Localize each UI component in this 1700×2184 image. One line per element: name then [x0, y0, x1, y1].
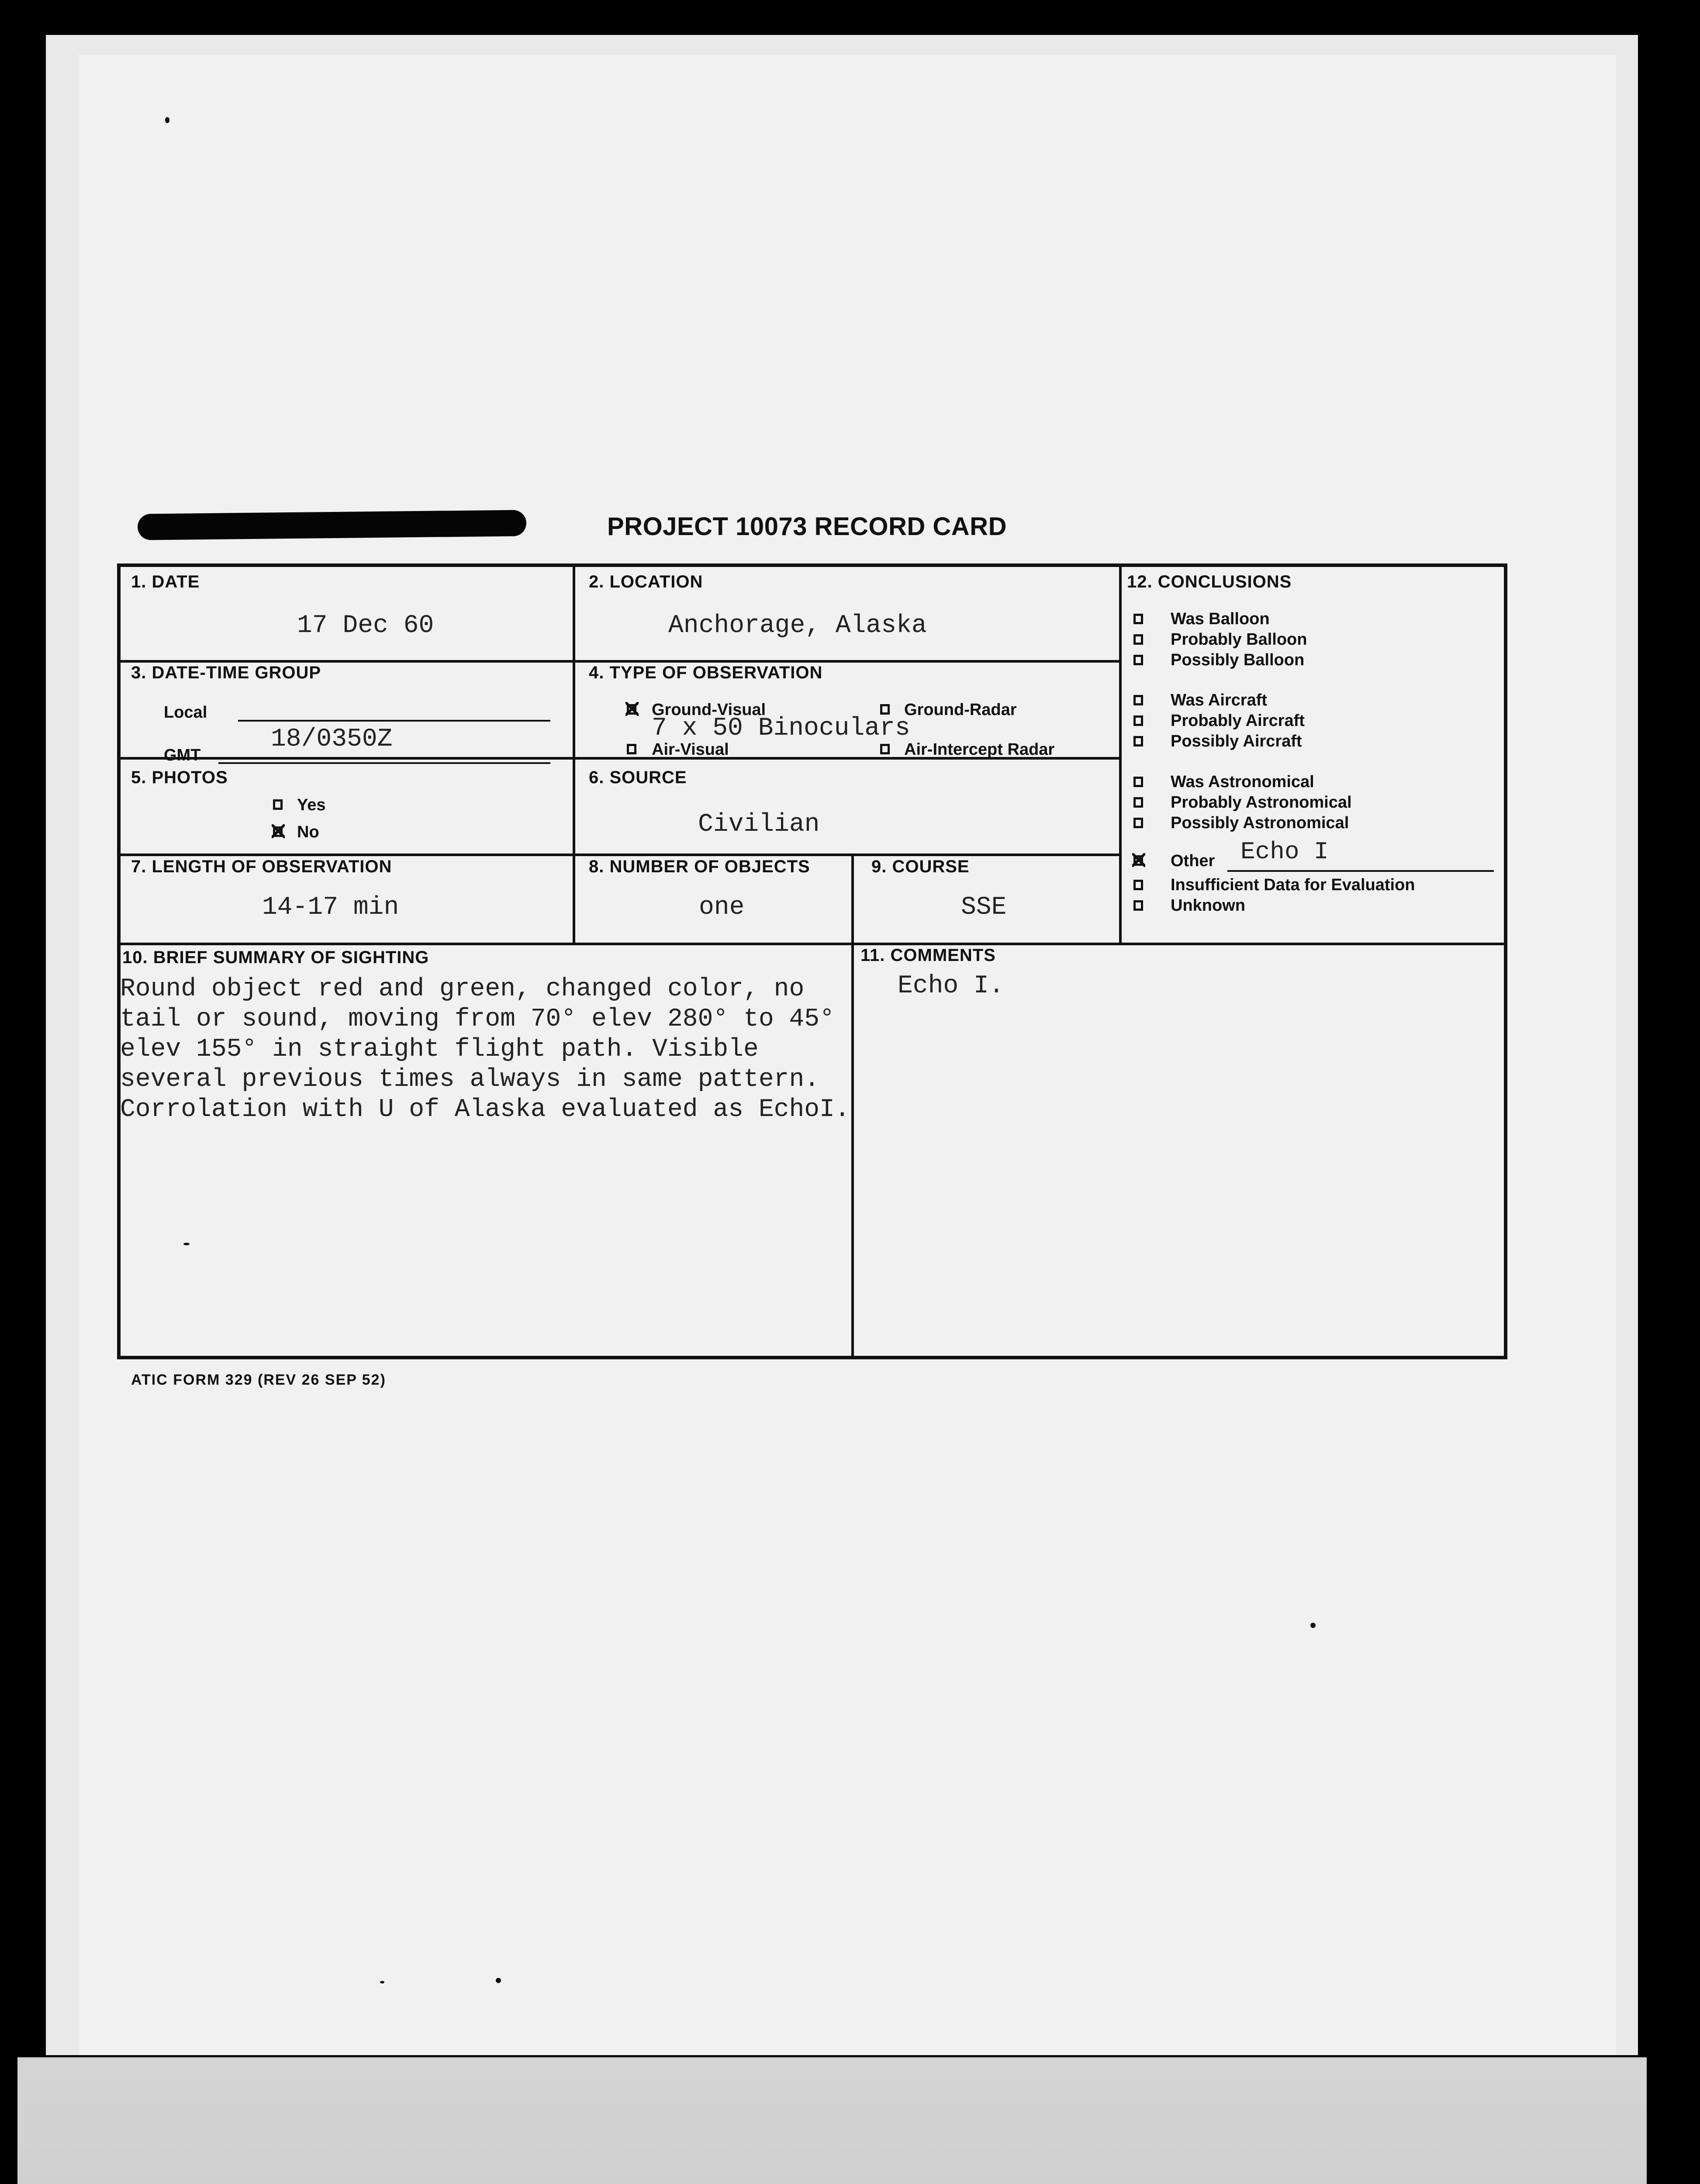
length-of-observation-label: 7. LENGTH OF OBSERVATION: [131, 857, 392, 876]
photos-no-checkbox[interactable]: [273, 826, 283, 837]
insufficient-data-label: Insufficient Data for Evaluation: [1171, 876, 1415, 894]
insufficient-data-checkbox[interactable]: [1133, 880, 1143, 890]
ground-visual-checkbox[interactable]: [627, 704, 636, 715]
was-balloon-label: Was Balloon: [1171, 610, 1270, 628]
scan-frame-lower: [17, 2057, 1647, 2184]
location-label: 2. LOCATION: [589, 572, 703, 591]
air-visual-checkbox[interactable]: [627, 744, 636, 754]
probably-astronomical-checkbox[interactable]: [1133, 797, 1143, 808]
other-checkbox[interactable]: [1133, 855, 1143, 866]
rule-col1: [573, 567, 575, 943]
photos-yes-checkbox[interactable]: [273, 799, 283, 810]
date-value: 17 Dec 60: [297, 612, 434, 640]
was-balloon-checkbox[interactable]: [1133, 614, 1143, 624]
other-value: Echo I: [1240, 838, 1329, 866]
probably-aircraft-label: Probably Aircraft: [1171, 712, 1305, 730]
source-value: Civilian: [698, 810, 820, 839]
probably-balloon-checkbox[interactable]: [1133, 634, 1143, 645]
photos-label: 5. PHOTOS: [131, 768, 228, 787]
unknown-checkbox[interactable]: [1133, 900, 1143, 911]
source-label: 6. SOURCE: [589, 768, 687, 787]
scan-speck: [496, 1978, 501, 1983]
course-label: 9. COURSE: [871, 857, 970, 876]
rule-col3: [1119, 567, 1122, 943]
summary-line: Corrolation with U of Alaska evaluated as EchoI.: [120, 1095, 850, 1124]
ground-visual-label: Ground-Visual: [652, 701, 766, 719]
scan-speck: [1310, 1623, 1316, 1628]
summary-line: elev 155° in straight flight path. Visible: [120, 1035, 759, 1064]
conclusions-label: 12. CONCLUSIONS: [1127, 572, 1292, 591]
course-value: SSE: [961, 893, 1007, 922]
type-of-observation-label: 4. TYPE OF OBSERVATION: [589, 663, 823, 682]
air-visual-label: Air-Visual: [652, 740, 729, 759]
summary-text: [120, 974, 863, 1125]
summary-label: 10. BRIEF SUMMARY OF SIGHTING: [122, 948, 429, 967]
number-of-objects-value: one: [699, 893, 745, 922]
summary-line: Round object red and green, changed color, no: [120, 975, 805, 1003]
summary-line: several previous times always in same pattern.: [120, 1065, 820, 1094]
possibly-astronomical-label: Possibly Astronomical: [1171, 814, 1349, 832]
gmt-value: 18/0350Z: [271, 725, 393, 753]
possibly-aircraft-label: Possibly Aircraft: [1171, 732, 1302, 750]
rule-row3: [121, 854, 1122, 856]
comments-label: 11. COMMENTS: [860, 946, 996, 965]
redaction-bar: [138, 510, 527, 540]
probably-balloon-label: Probably Balloon: [1171, 630, 1307, 649]
comments-value: Echo I.: [898, 972, 1004, 1000]
date-label: 1. DATE: [131, 572, 200, 591]
gmt-line: [218, 762, 550, 764]
local-line: [238, 720, 550, 722]
photos-no-label: No: [297, 823, 319, 841]
was-astronomical-checkbox[interactable]: [1133, 777, 1143, 787]
possibly-balloon-checkbox[interactable]: [1133, 655, 1143, 665]
possibly-aircraft-checkbox[interactable]: [1133, 736, 1143, 746]
card-title: PROJECT 10073 RECORD CARD: [607, 512, 1007, 541]
date-time-group-label: 3. DATE-TIME GROUP: [131, 663, 321, 682]
scan-speck: [380, 1981, 384, 1984]
other-line: [1227, 870, 1494, 872]
number-of-objects-label: 8. NUMBER OF OBJECTS: [589, 857, 810, 876]
length-of-observation-value: 14-17 min: [262, 893, 399, 922]
rule-row1: [121, 660, 1122, 663]
observation-note: 7 x 50 Binoculars: [652, 714, 910, 743]
probably-aircraft-checkbox[interactable]: [1133, 715, 1143, 726]
probably-astronomical-label: Probably Astronomical: [1171, 793, 1352, 812]
local-label: Local: [164, 703, 207, 722]
scan-speck: [183, 1243, 190, 1245]
form-number-footer: ATIC FORM 329 (REV 26 SEP 52): [131, 1372, 386, 1388]
gmt-label: GMT: [164, 746, 201, 764]
scan-speck: [165, 117, 169, 123]
summary-line: tail or sound, moving from 70° elev 280° to 45°: [120, 1005, 835, 1033]
photos-yes-label: Yes: [297, 796, 326, 814]
air-intercept-radar-checkbox[interactable]: [880, 744, 890, 754]
possibly-balloon-label: Possibly Balloon: [1171, 651, 1305, 669]
other-label: Other: [1171, 852, 1215, 870]
was-astronomical-label: Was Astronomical: [1171, 773, 1314, 791]
location-value: Anchorage, Alaska: [668, 612, 927, 640]
was-aircraft-label: Was Aircraft: [1171, 691, 1268, 709]
was-aircraft-checkbox[interactable]: [1133, 695, 1143, 705]
ground-radar-label: Ground-Radar: [904, 701, 1017, 719]
air-intercept-radar-label: Air-Intercept Radar: [904, 740, 1055, 759]
unknown-label: Unknown: [1171, 896, 1245, 915]
rule-row4: [121, 943, 1505, 945]
ground-radar-checkbox[interactable]: [880, 704, 890, 715]
possibly-astronomical-checkbox[interactable]: [1133, 818, 1143, 828]
